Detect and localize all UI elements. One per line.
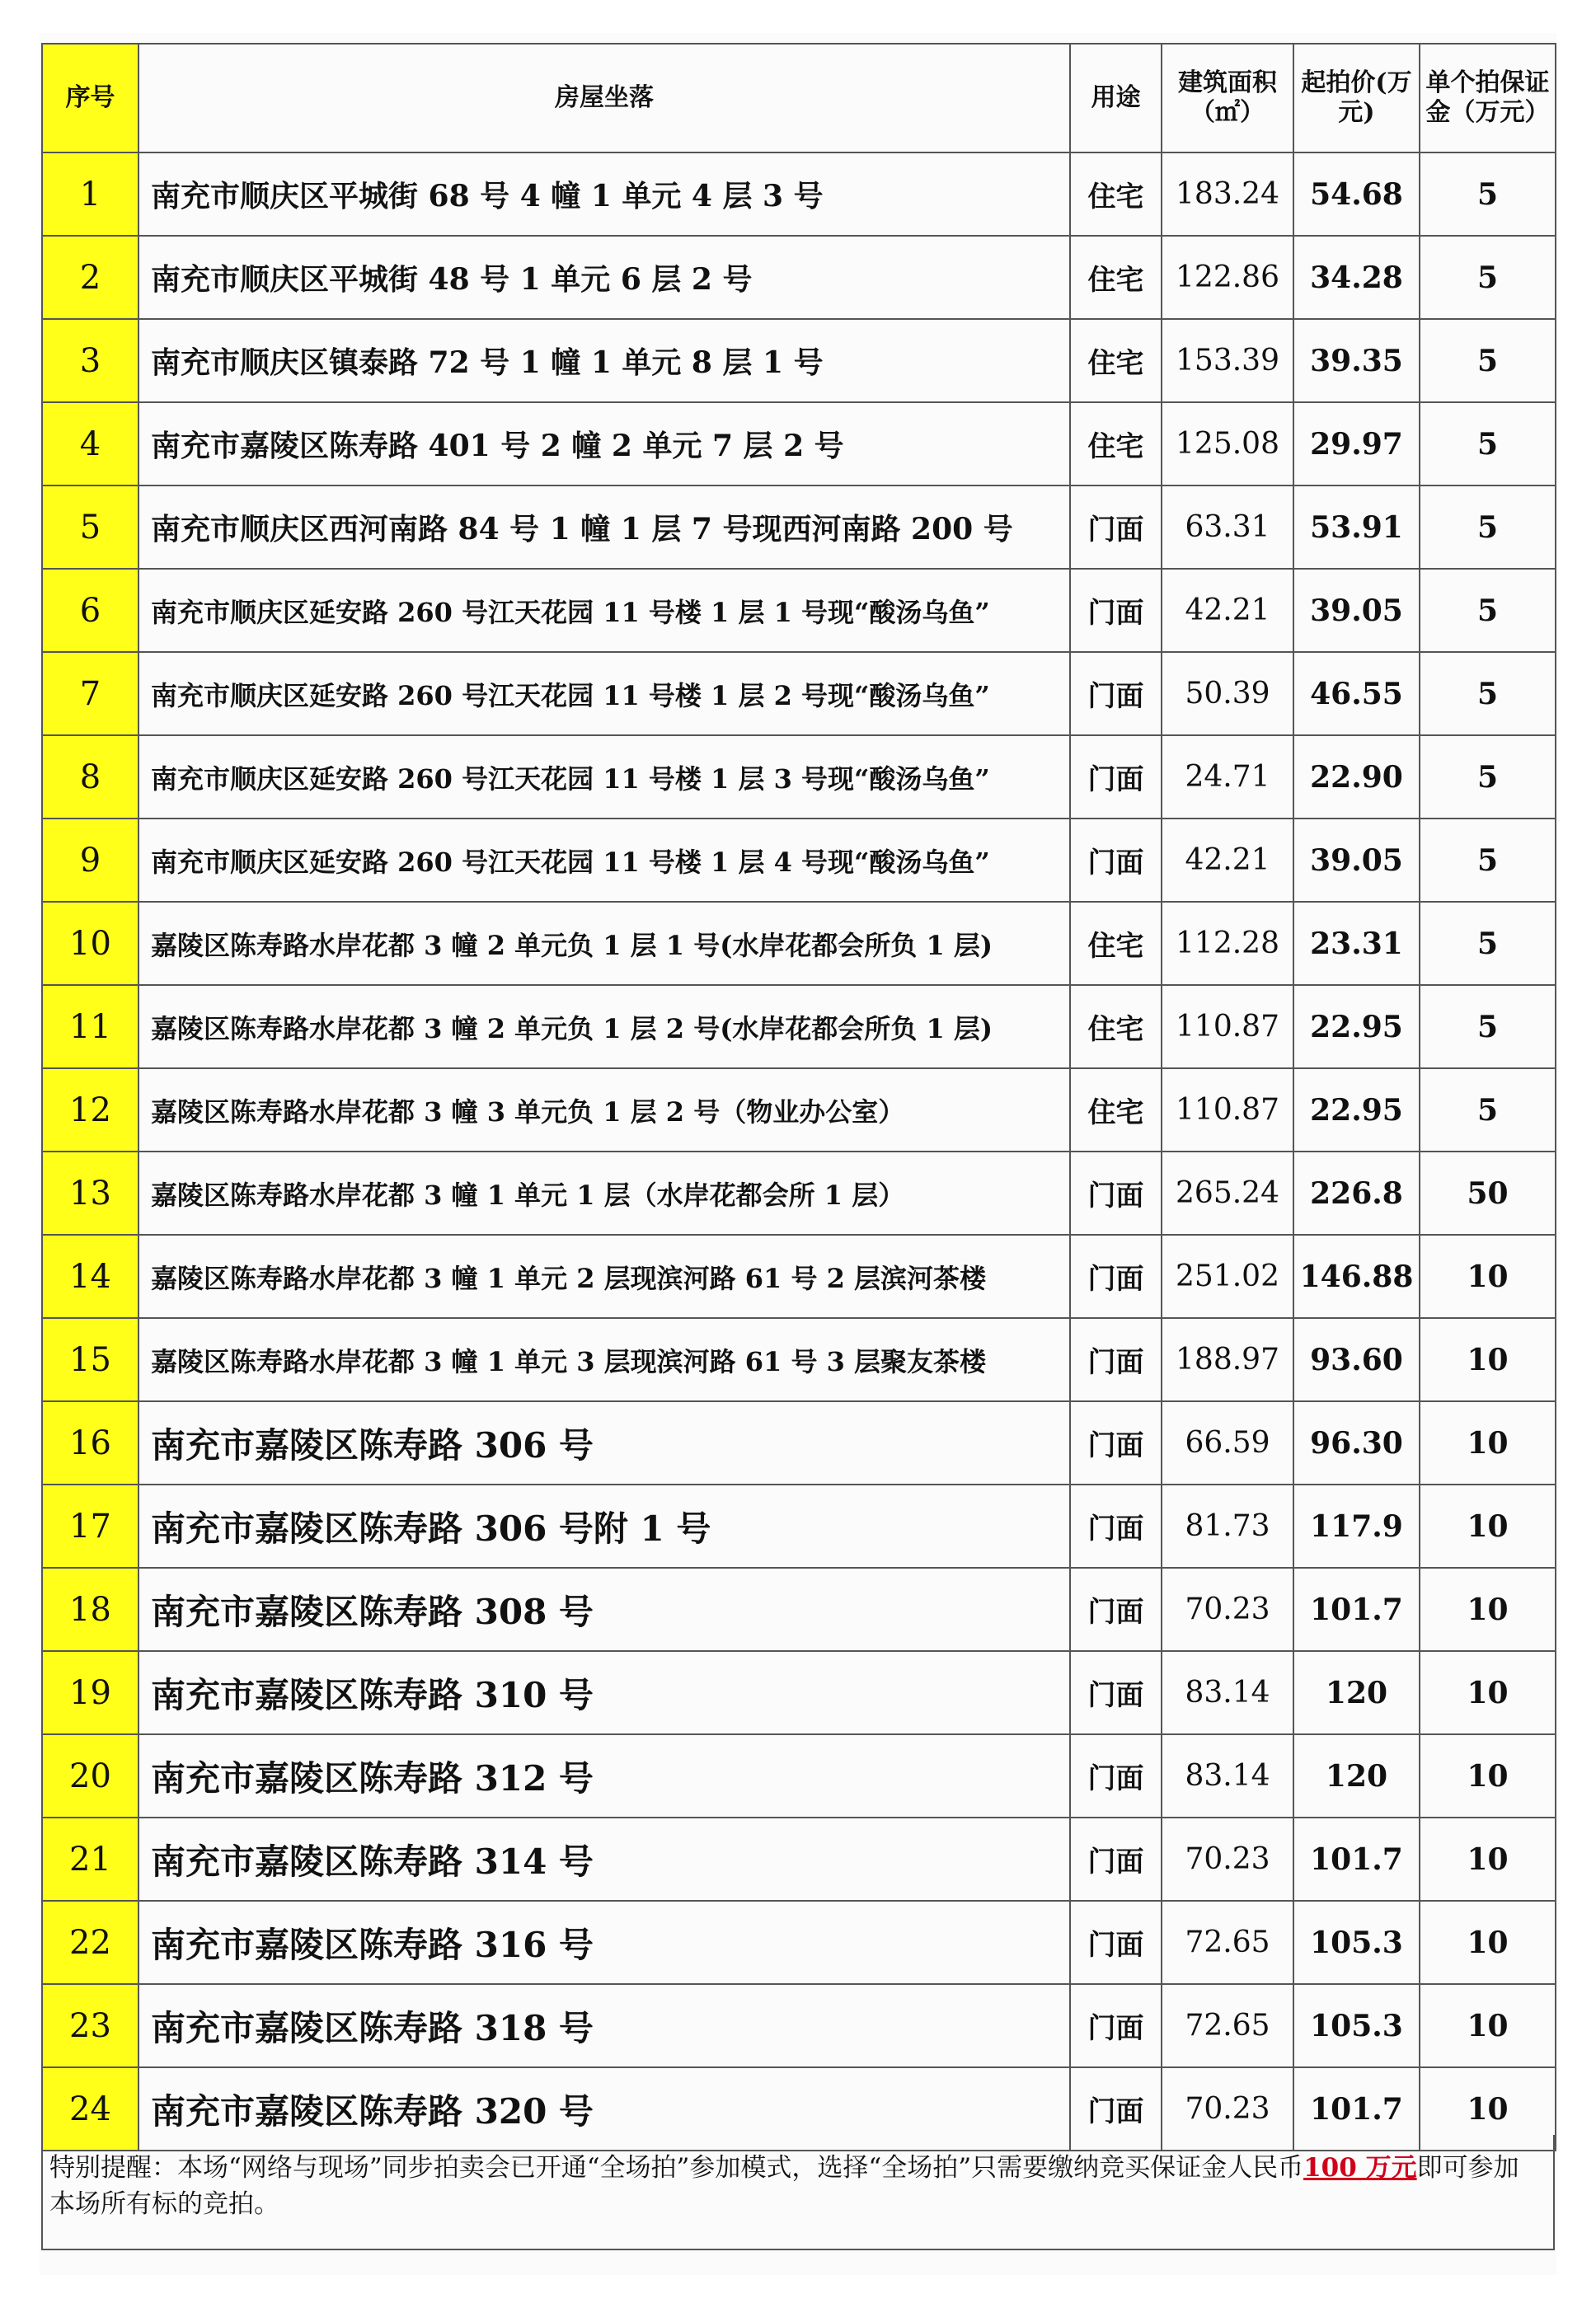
row-location: 南充市嘉陵区陈寿路 306 号附 1 号 [138, 1485, 1070, 1568]
table-row [42, 236, 1556, 319]
row-number: 10 [42, 902, 138, 985]
special-notice [41, 2135, 1555, 2250]
row-start-price: 29.97 [1293, 402, 1420, 486]
row-start-price: 23.31 [1293, 902, 1420, 985]
row-number: 22 [42, 1901, 138, 1984]
row-number: 18 [42, 1568, 138, 1651]
row-usage: 门面 [1070, 1401, 1162, 1485]
header-usage: 用途 [1070, 44, 1162, 152]
row-start-price: 22.95 [1293, 985, 1420, 1068]
row-number: 7 [42, 652, 138, 735]
header-deposit: 单个拍保证金（万元） [1420, 44, 1556, 152]
row-location: 南充市嘉陵区陈寿路 401 号 2 幢 2 单元 7 层 2 号 [138, 402, 1070, 486]
row-number: 6 [42, 569, 138, 652]
row-usage: 住宅 [1070, 236, 1162, 319]
table-row [42, 1068, 1556, 1152]
row-start-price: 39.05 [1293, 819, 1420, 902]
table-row [42, 1318, 1556, 1401]
row-location: 嘉陵区陈寿路水岸花都 3 幢 1 单元 3 层现滨河路 61 号 3 层聚友茶楼 [138, 1318, 1070, 1401]
row-deposit: 10 [1420, 1901, 1556, 1984]
row-area: 42.21 [1162, 819, 1293, 902]
row-number: 17 [42, 1485, 138, 1568]
row-usage: 住宅 [1070, 319, 1162, 402]
row-start-price: 101.7 [1293, 1568, 1420, 1651]
table-row [42, 1485, 1556, 1568]
row-area: 83.14 [1162, 1651, 1293, 1734]
row-deposit: 5 [1420, 819, 1556, 902]
row-start-price: 96.30 [1293, 1401, 1420, 1485]
row-area: 110.87 [1162, 1068, 1293, 1152]
table-row [42, 319, 1556, 402]
row-area: 188.97 [1162, 1318, 1293, 1401]
row-number: 21 [42, 1818, 138, 1901]
row-usage: 住宅 [1070, 402, 1162, 486]
row-usage: 门面 [1070, 652, 1162, 735]
table-row [42, 735, 1556, 819]
table-row [42, 819, 1556, 902]
row-location: 南充市嘉陵区陈寿路 320 号 [138, 2067, 1070, 2151]
row-location: 南充市顺庆区平城街 68 号 4 幢 1 单元 4 层 3 号 [138, 152, 1070, 236]
row-start-price: 39.05 [1293, 569, 1420, 652]
row-start-price: 22.95 [1293, 1068, 1420, 1152]
notice-text-before: 特别提醒：本场“网络与现场”同步拍卖会已开通“全场拍”参加模式，选择“全场拍”只需要缴纳竞买保证金人民币 [49, 2153, 1304, 2183]
row-deposit: 5 [1420, 152, 1556, 236]
property-table [41, 43, 1556, 2151]
row-location: 南充市顺庆区平城街 48 号 1 单元 6 层 2 号 [138, 236, 1070, 319]
row-usage: 门面 [1070, 1318, 1162, 1401]
row-area: 83.14 [1162, 1734, 1293, 1818]
table-row [42, 1734, 1556, 1818]
row-number: 19 [42, 1651, 138, 1734]
row-deposit: 5 [1420, 402, 1556, 486]
row-location: 南充市顺庆区西河南路 84 号 1 幢 1 层 7 号现西河南路 200 号 [138, 486, 1070, 569]
row-deposit: 5 [1420, 319, 1556, 402]
row-start-price: 39.35 [1293, 319, 1420, 402]
row-location: 南充市顺庆区延安路 260 号江天花园 11 号楼 1 层 3 号现“酸汤乌鱼” [138, 735, 1070, 819]
row-usage: 住宅 [1070, 902, 1162, 985]
header-location: 房屋坐落 [138, 44, 1070, 152]
row-usage: 门面 [1070, 1485, 1162, 1568]
row-deposit: 10 [1420, 1734, 1556, 1818]
row-start-price: 101.7 [1293, 1818, 1420, 1901]
row-start-price: 226.8 [1293, 1152, 1420, 1235]
row-location: 南充市嘉陵区陈寿路 306 号 [138, 1401, 1070, 1485]
row-start-price: 46.55 [1293, 652, 1420, 735]
row-deposit: 10 [1420, 1401, 1556, 1485]
row-usage: 门面 [1070, 2067, 1162, 2151]
row-usage: 门面 [1070, 486, 1162, 569]
row-location: 南充市嘉陵区陈寿路 314 号 [138, 1818, 1070, 1901]
row-deposit: 5 [1420, 985, 1556, 1068]
row-number: 16 [42, 1401, 138, 1485]
row-deposit: 10 [1420, 1485, 1556, 1568]
notice-text-after: 即可参加本场所有标的竞拍。 [49, 2153, 1519, 2219]
table-row [42, 1984, 1556, 2067]
row-number: 11 [42, 985, 138, 1068]
row-area: 70.23 [1162, 1568, 1293, 1651]
row-area: 72.65 [1162, 1984, 1293, 2067]
row-location: 南充市嘉陵区陈寿路 312 号 [138, 1734, 1070, 1818]
table-row [42, 985, 1556, 1068]
row-number: 8 [42, 735, 138, 819]
table-row [42, 1152, 1556, 1235]
row-number: 12 [42, 1068, 138, 1152]
row-location: 南充市顺庆区延安路 260 号江天花园 11 号楼 1 层 4 号现“酸汤乌鱼” [138, 819, 1070, 902]
row-start-price: 105.3 [1293, 1984, 1420, 2067]
row-usage: 门面 [1070, 819, 1162, 902]
row-area: 265.24 [1162, 1152, 1293, 1235]
row-deposit: 10 [1420, 1818, 1556, 1901]
row-usage: 门面 [1070, 1818, 1162, 1901]
table-row [42, 1818, 1556, 1901]
row-deposit: 10 [1420, 1318, 1556, 1401]
header-start-price: 起拍价(万元) [1293, 44, 1420, 152]
row-number: 24 [42, 2067, 138, 2151]
table-row [42, 402, 1556, 486]
row-start-price: 34.28 [1293, 236, 1420, 319]
row-start-price: 54.68 [1293, 152, 1420, 236]
row-usage: 住宅 [1070, 985, 1162, 1068]
row-area: 125.08 [1162, 402, 1293, 486]
row-area: 24.71 [1162, 735, 1293, 819]
row-usage: 门面 [1070, 1651, 1162, 1734]
row-area: 50.39 [1162, 652, 1293, 735]
row-area: 63.31 [1162, 486, 1293, 569]
row-number: 5 [42, 486, 138, 569]
table-row [42, 902, 1556, 985]
row-deposit: 10 [1420, 1568, 1556, 1651]
row-number: 14 [42, 1235, 138, 1318]
row-deposit: 5 [1420, 486, 1556, 569]
row-deposit: 10 [1420, 2067, 1556, 2151]
row-area: 42.21 [1162, 569, 1293, 652]
row-area: 122.86 [1162, 236, 1293, 319]
row-area: 153.39 [1162, 319, 1293, 402]
row-usage: 门面 [1070, 569, 1162, 652]
row-location: 嘉陵区陈寿路水岸花都 3 幢 1 单元 2 层现滨河路 61 号 2 层滨河茶楼 [138, 1235, 1070, 1318]
row-area: 70.23 [1162, 2067, 1293, 2151]
row-usage: 门面 [1070, 735, 1162, 819]
row-area: 81.73 [1162, 1485, 1293, 1568]
header-no: 序号 [42, 44, 138, 152]
row-deposit: 5 [1420, 569, 1556, 652]
notice-amount: 100 万元 [1303, 2153, 1417, 2183]
row-usage: 门面 [1070, 1152, 1162, 1235]
row-number: 9 [42, 819, 138, 902]
row-deposit: 10 [1420, 1235, 1556, 1318]
table-row [42, 1235, 1556, 1318]
row-number: 2 [42, 236, 138, 319]
row-start-price: 93.60 [1293, 1318, 1420, 1401]
table-header-row [42, 44, 1556, 152]
row-deposit: 10 [1420, 1651, 1556, 1734]
row-start-price: 101.7 [1293, 2067, 1420, 2151]
row-location: 嘉陵区陈寿路水岸花都 3 幢 3 单元负 1 层 2 号（物业办公室） [138, 1068, 1070, 1152]
row-start-price: 105.3 [1293, 1901, 1420, 1984]
row-location: 南充市顺庆区镇泰路 72 号 1 幢 1 单元 8 层 1 号 [138, 319, 1070, 402]
row-usage: 门面 [1070, 1984, 1162, 2067]
row-location: 南充市嘉陵区陈寿路 318 号 [138, 1984, 1070, 2067]
row-location: 嘉陵区陈寿路水岸花都 3 幢 2 单元负 1 层 1 号(水岸花都会所负 1 层) [138, 902, 1070, 985]
table-body [42, 152, 1556, 2151]
row-start-price: 22.90 [1293, 735, 1420, 819]
row-start-price: 117.9 [1293, 1485, 1420, 1568]
row-deposit: 5 [1420, 1068, 1556, 1152]
row-location: 南充市嘉陵区陈寿路 310 号 [138, 1651, 1070, 1734]
row-number: 20 [42, 1734, 138, 1818]
table-row [42, 1568, 1556, 1651]
row-location: 南充市顺庆区延安路 260 号江天花园 11 号楼 1 层 1 号现“酸汤乌鱼” [138, 569, 1070, 652]
row-start-price: 53.91 [1293, 486, 1420, 569]
table-row [42, 652, 1556, 735]
row-start-price: 146.88 [1293, 1235, 1420, 1318]
row-deposit: 5 [1420, 735, 1556, 819]
row-location: 嘉陵区陈寿路水岸花都 3 幢 1 单元 1 层（水岸花都会所 1 层） [138, 1152, 1070, 1235]
row-area: 112.28 [1162, 902, 1293, 985]
row-number: 15 [42, 1318, 138, 1401]
row-location: 嘉陵区陈寿路水岸花都 3 幢 2 单元负 1 层 2 号(水岸花都会所负 1 层) [138, 985, 1070, 1068]
table-row [42, 152, 1556, 236]
row-start-price: 120 [1293, 1734, 1420, 1818]
row-area: 183.24 [1162, 152, 1293, 236]
row-usage: 住宅 [1070, 1068, 1162, 1152]
table-row [42, 1651, 1556, 1734]
row-location: 南充市嘉陵区陈寿路 308 号 [138, 1568, 1070, 1651]
header-area: 建筑面积（㎡） [1162, 44, 1293, 152]
row-deposit: 5 [1420, 236, 1556, 319]
row-area: 72.65 [1162, 1901, 1293, 1984]
row-location: 南充市嘉陵区陈寿路 316 号 [138, 1901, 1070, 1984]
row-area: 110.87 [1162, 985, 1293, 1068]
row-area: 251.02 [1162, 1235, 1293, 1318]
row-deposit: 50 [1420, 1152, 1556, 1235]
row-number: 1 [42, 152, 138, 236]
row-usage: 住宅 [1070, 152, 1162, 236]
row-number: 13 [42, 1152, 138, 1235]
row-usage: 门面 [1070, 1901, 1162, 1984]
table-row [42, 569, 1556, 652]
row-area: 66.59 [1162, 1401, 1293, 1485]
row-number: 23 [42, 1984, 138, 2067]
row-start-price: 120 [1293, 1651, 1420, 1734]
table-row [42, 1901, 1556, 1984]
auction-list-sheet [40, 33, 1556, 2275]
row-area: 70.23 [1162, 1818, 1293, 1901]
row-usage: 门面 [1070, 1734, 1162, 1818]
row-deposit: 5 [1420, 902, 1556, 985]
row-deposit: 5 [1420, 652, 1556, 735]
row-usage: 门面 [1070, 1235, 1162, 1318]
row-number: 3 [42, 319, 138, 402]
row-deposit: 10 [1420, 1984, 1556, 2067]
table-row [42, 486, 1556, 569]
table-row [42, 1401, 1556, 1485]
row-number: 4 [42, 402, 138, 486]
row-usage: 门面 [1070, 1568, 1162, 1651]
row-location: 南充市顺庆区延安路 260 号江天花园 11 号楼 1 层 2 号现“酸汤乌鱼” [138, 652, 1070, 735]
